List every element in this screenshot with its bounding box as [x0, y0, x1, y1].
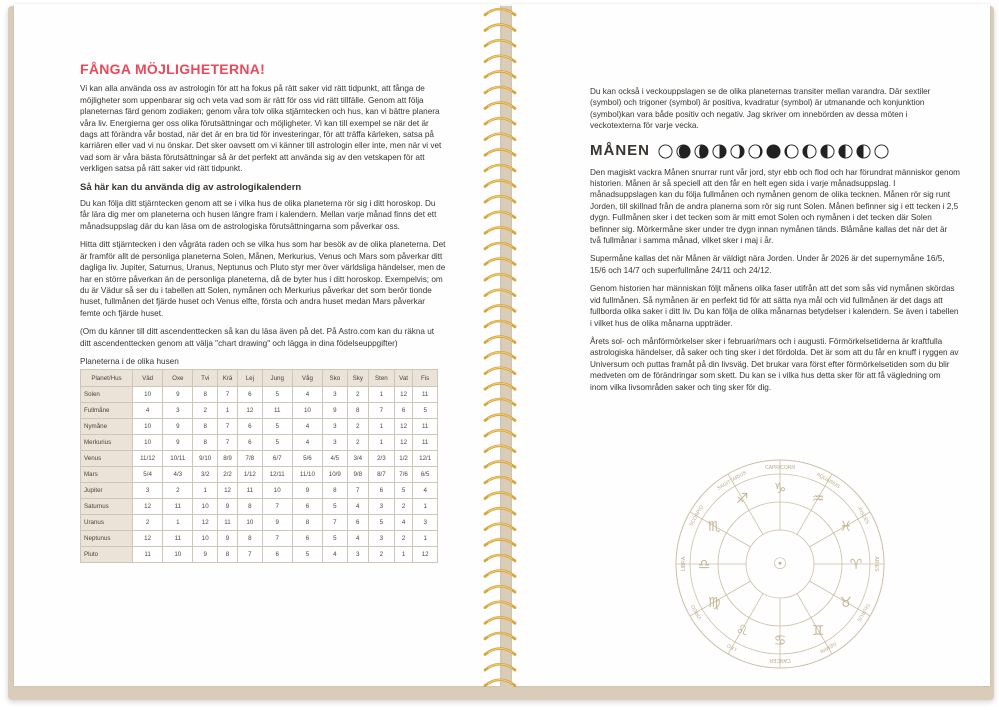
table-cell: 6/5	[413, 467, 438, 483]
paragraph-moon-history: Genom historien har människan följt månens olika faser utifrån att det som sås vid nymånen skördas vid fullmånen. Så nymånen är en perfekt tid för att sätta nya mål och vid fullmånen är det dags att fullborda olika saker i ditt liv. Du kan följa de olika månarnas betydelser i kalendern. Se även i tabellen i vilket hus de olika månarna uppträder.	[590, 284, 959, 328]
table-header-cell: Planet/Hus	[81, 370, 133, 387]
table-cell: 7	[238, 547, 263, 563]
table-row	[81, 483, 438, 499]
moon-phase-icon	[694, 144, 709, 159]
table-row-label: Solen	[81, 387, 133, 403]
moon-phase-icon	[874, 144, 889, 159]
table-row-label: Merkurius	[81, 435, 133, 451]
table-cell: 11	[413, 387, 438, 403]
table-cell: 8	[347, 403, 368, 419]
moon-phase-icon	[676, 144, 691, 159]
paragraph-transits: Du kan också i veckouppslagen se de olika planeternas transiter mellan varandra. Där sextiler (symbol) och trigoner (symbol) är positiva, kvadratur (symbol) är utmanande och konjunktion (symbol)kan vara både positiv och negativ. Jag skriver om innebörden av dessa möten i veckotexterna för varje vecka.	[590, 87, 931, 131]
table-cell: 5	[323, 531, 348, 547]
moon-phase-icon	[820, 144, 835, 159]
table-cell: 1	[217, 403, 237, 419]
table-cell: 6	[292, 531, 322, 547]
table-cell: 11	[413, 419, 438, 435]
table-cell: 7	[217, 419, 237, 435]
zodiac-sign-icon: ♒	[811, 491, 825, 508]
table-row-label: Neptunus	[81, 531, 133, 547]
table-header-cell: Krä	[217, 370, 237, 387]
zodiac-label: SAGITTARIUS	[716, 470, 748, 492]
table-cell: 6	[238, 387, 263, 403]
table-cell: 11/10	[292, 467, 322, 483]
table-cell: 10	[238, 515, 263, 531]
paragraph-ascendant: (Om du känner till ditt ascendenttecken så kan du läsa även på det. På Astro.com kan du räkna ut ditt ascendenttecken genom att välja "chart drawing" och lägga in dina födelseuppgifter)	[80, 327, 435, 348]
zodiac-sign-icon: ♏	[707, 519, 721, 535]
table-cell: 10/9	[323, 467, 348, 483]
table-cell: 1/2	[394, 451, 413, 467]
zodiac-label: VIRGO	[690, 603, 704, 621]
table-cell: 4	[413, 483, 438, 499]
table-cell: 12/1	[413, 451, 438, 467]
table-row	[81, 467, 438, 483]
table-cell: 8	[217, 547, 237, 563]
table-cell: 5	[262, 387, 292, 403]
table-cell: 7	[323, 515, 348, 531]
table-cell: 3	[413, 515, 438, 531]
table-cell: 1	[193, 483, 218, 499]
table-cell: 4	[292, 419, 322, 435]
moon-phase-icon	[784, 144, 799, 159]
table-row	[81, 419, 438, 435]
table-cell: 8	[193, 387, 218, 403]
table-cell: 2	[193, 403, 218, 419]
table-cell: 1/12	[238, 467, 263, 483]
table-cell: 8/9	[217, 451, 237, 467]
paragraph-find-sign: Hitta ditt stjärntecken i den vågräta raden och se vilka hus som har besök av de olika planeterna. Det är framför allt de personliga planeterna Solen, Månen, Merkurius, Venus och Mars som påverkar ditt dagliga liv. Jupiter, Saturnus, Uranus, Neptunus och Pluto styr mer över världsliga händelser, men de har en större påverkan än de personliga planeterna, då de byter hus i ditt horoskop. Exempelvis; om du är Vädur så ser du i tabellen att Solen, nymånen och Merkurius påverkar det som berör tionde huset, fullmånen det fjärde huset och Venus elfte, första och andra huset medan Mars påverkar femte och fjärde huset.	[80, 240, 446, 318]
table-cell: 9	[163, 435, 193, 451]
table-row-label: Pluto	[81, 547, 133, 563]
table-cell: 6	[292, 499, 322, 515]
table-header-cell: Sten	[368, 370, 394, 387]
right-page	[512, 4, 990, 686]
table-cell: 3	[368, 531, 394, 547]
table-header-cell: Vat	[394, 370, 413, 387]
table-cell: 10	[193, 499, 218, 515]
paragraph-moon-intro: Den magiskt vackra Månen snurrar runt vår jord, styr ebb och flod och har förundrat människor genom historien. Månen är så speciell att den får en helt egen sida i varje månadsuppslag. I månadsuppslagen kan du följa fullmånen och nymånen genom de olika tecknen. Månen rör sig runt Jorden, till skillnad från de andra planerna som rör sig runt Solen. Månen befinner sig i ett tecken i 2,5 dygn. Fullmånen sker i det tecken som är mitt emot Solen och nymånen i det tecken där Solen befinner sig. Mörkermåne sker under tre dygn innan nymånen tänds. Blåmåne kallas det när det är två fullmånar i samma månad, vilket sker i maj i år.	[590, 167, 960, 246]
table-cell: 11	[217, 515, 237, 531]
table-cell: 6/7	[262, 451, 292, 467]
table-cell: 2	[347, 435, 368, 451]
table-cell: 3	[323, 435, 348, 451]
table-cell: 6	[368, 483, 394, 499]
table-cell: 7	[217, 435, 237, 451]
table-cell: 12	[394, 387, 413, 403]
table-row	[81, 547, 438, 563]
table-cell: 2/3	[368, 451, 394, 467]
zodiac-wheel-illustration	[672, 456, 888, 672]
table-cell: 1	[163, 515, 193, 531]
zodiac-label: CAPRICORN	[764, 465, 796, 471]
page-title: FÅNGA MÖJLIGHETERNA!	[80, 61, 266, 77]
table-cell: 9	[193, 547, 218, 563]
table-cell: 7	[262, 531, 292, 547]
table-cell: 10/11	[163, 451, 193, 467]
table-cell: 5/4	[133, 467, 163, 483]
table-cell: 5	[292, 547, 322, 563]
table-cell: 12	[193, 515, 218, 531]
table-cell: 3/4	[347, 451, 368, 467]
zodiac-label: LIBRA	[681, 556, 687, 572]
table-cell: 2	[394, 499, 413, 515]
table-cell: 6	[262, 547, 292, 563]
table-cell: 1	[413, 499, 438, 515]
paragraph-eclipses: Årets sol- och månförmörkelser sker i februari/mars och i augusti. Förmörkelsetiderna är kraftfulla astrologiska händelser, då saker och ting sker i det fördolda. Det är som att du får en knuff i ryggen av Universum och puttas framåt på din livsväg. Det brukar vara först efter förmörkelsetiden som du blir medveten om de förändringar som skett. Du kan se i vilka hus detta sker för att få vägledning om inom vilka livsområden saker och ting sker för dig.	[590, 336, 959, 392]
table-cell: 2/2	[217, 467, 237, 483]
table-cell: 1	[368, 419, 394, 435]
table-header-cell: Väd	[133, 370, 163, 387]
table-cell: 2	[163, 483, 193, 499]
table-header-cell: Lej	[238, 370, 263, 387]
table-cell: 3	[133, 483, 163, 499]
table-row-label: Jupiter	[81, 483, 133, 499]
table-cell: 5	[413, 403, 438, 419]
table-cell: 11	[262, 403, 292, 419]
table-cell: 3	[368, 499, 394, 515]
table-cell: 3	[323, 387, 348, 403]
table-cell: 12	[133, 499, 163, 515]
zodiac-sign-icon: ♈	[849, 557, 863, 573]
moon-phase-icon	[838, 144, 853, 159]
table-cell: 3	[163, 403, 193, 419]
moon-phase-icon	[748, 144, 763, 159]
table-cell: 2	[368, 547, 394, 563]
table-cell: 5/6	[292, 451, 322, 467]
paragraph-supermoon: Supermåne kallas det när Månen är väldigt nära Jorden. Under år 2026 är det supernymåne 16/5, 15/6 och 14/7 och superfullmåne 24/11 och 24/12.	[590, 254, 945, 275]
table-cell: 1	[413, 531, 438, 547]
table-cell: 12	[394, 435, 413, 451]
table-cell: 11	[163, 531, 193, 547]
table-header-cell: Sky	[347, 370, 368, 387]
table-cell: 7	[262, 499, 292, 515]
table-cell: 11	[238, 483, 263, 499]
zodiac-sign-icon: ♌	[735, 622, 749, 639]
table-cell: 7	[347, 483, 368, 499]
zodiac-sign-icon: ♑	[773, 481, 787, 497]
table-cell: 2	[347, 419, 368, 435]
zodiac-sign-icon: ♉	[839, 595, 853, 611]
table-cell: 9	[217, 531, 237, 547]
table-row-label: Mars	[81, 467, 133, 483]
table-cell: 9	[323, 403, 348, 419]
table-cell: 8	[292, 515, 322, 531]
moon-title: MÅNEN	[590, 142, 650, 160]
zodiac-label: SCORPIO	[688, 504, 706, 528]
paragraph-follow-sign: Du kan följa ditt stjärntecken genom att se i vilka hus de olika planeterna rör sig i ditt horoskop. Du får lära dig mer om planeterna och husen längre fram i kalendern. Mellan varje månad finns det ett månadsuppslag där du kan läsa om de astrologiska förutsättningarna som påverkar oss.	[80, 199, 437, 231]
zodiac-label: LEO	[726, 642, 738, 653]
table-cell: 2	[133, 515, 163, 531]
table-cell: 3	[347, 547, 368, 563]
table-cell: 6	[347, 515, 368, 531]
zodiac-label: PISCES	[855, 506, 871, 526]
zodiac-label: CANCER	[769, 657, 791, 663]
table-cell: 10	[133, 387, 163, 403]
table-cell: 8	[193, 435, 218, 451]
zodiac-label: TAURUS	[855, 601, 871, 623]
table-cell: 12	[394, 419, 413, 435]
table-row	[81, 387, 438, 403]
moon-phase-icon	[658, 144, 673, 159]
moon-phase-icon	[802, 144, 817, 159]
table-cell: 11/12	[133, 451, 163, 467]
table-cell: 11	[413, 435, 438, 451]
table-cell: 12/11	[262, 467, 292, 483]
table-cell: 5	[323, 499, 348, 515]
table-row	[81, 435, 438, 451]
table-cell: 5	[262, 419, 292, 435]
table-row-label: Uranus	[81, 515, 133, 531]
table-cell: 7/8	[238, 451, 263, 467]
table-cell: 10	[133, 419, 163, 435]
table-row-label: Saturnus	[81, 499, 133, 515]
table-cell: 8	[238, 499, 263, 515]
subheading: Så här kan du använda dig av astrologikalendern	[80, 181, 302, 193]
table-cell: 9	[163, 387, 193, 403]
zodiac-sign-icon: ♐	[735, 491, 749, 508]
sun-center-icon: ☉	[772, 556, 788, 573]
table-header-row	[81, 370, 438, 387]
table-header-cell: Oxe	[163, 370, 193, 387]
table-cell: 7	[368, 403, 394, 419]
moon-phases-row	[658, 144, 889, 159]
table-cell: 11	[163, 499, 193, 515]
table-row	[81, 499, 438, 515]
table-cell: 10	[163, 547, 193, 563]
moon-phase-icon	[712, 144, 727, 159]
moon-phase-icon	[730, 144, 745, 159]
moon-phase-icon	[766, 144, 781, 159]
table-cell: 9	[262, 515, 292, 531]
table-cell: 7/6	[394, 467, 413, 483]
zodiac-sign-icon: ♓	[839, 519, 853, 535]
table-cell: 4	[323, 547, 348, 563]
table-cell: 12	[413, 547, 438, 563]
table-cell: 9	[292, 483, 322, 499]
table-row	[81, 531, 438, 547]
table-header-cell: Våg	[292, 370, 322, 387]
table-header-cell: Fis	[413, 370, 438, 387]
table-row	[81, 451, 438, 467]
table-cell: 8	[238, 531, 263, 547]
table-cell: 4	[292, 435, 322, 451]
table-cell: 12	[217, 483, 237, 499]
left-page	[14, 4, 500, 686]
table-cell: 4	[347, 531, 368, 547]
zodiac-sign-icon: ♊	[811, 622, 825, 639]
table-row-label: Venus	[81, 451, 133, 467]
table-header-cell: Tvi	[193, 370, 218, 387]
intro-paragraph: Vi kan alla använda oss av astrologin för att ha fokus på rätt saker vid rätt tidpunkt, att fånga de möjligheter som uppenbarar sig och veta vad som är rätt för oss vid rätt tillfälle. Genom att följa planeternas färd genom zodiaken; genom våra tolv olika stjärntecken och hus, kan vi bättre planera våra liv. Energierna ger oss olika förutsättningar och möjligheter. Vi kan till exempel se när det är dags att förändra vår bostad, när det är en bra tid för investeringar, för att träffa kärleken, satsa på karriären eller vad vi nu önskar. Det sker oavsett om vi känner till astrologin eller inte, men när vi vet vad som är våra bästa förutsättningar så är det perfekt att använda sig av den vetskapen för att verkligen satsa på rätt saker vid rätt tidpunkt.	[80, 84, 442, 174]
table-cell: 5	[394, 483, 413, 499]
moon-phase-icon	[856, 144, 871, 159]
table-row	[81, 403, 438, 419]
zodiac-sign-icon: ♎	[697, 557, 711, 573]
zodiac-sign-icon: ♍	[707, 595, 721, 611]
table-cell: 4	[394, 515, 413, 531]
table-cell: 9	[217, 499, 237, 515]
table-cell: 3	[323, 419, 348, 435]
table-cell: 1	[368, 435, 394, 451]
table-row-label: Nymåne	[81, 419, 133, 435]
table-cell: 3/2	[193, 467, 218, 483]
planet-house-table	[80, 369, 438, 563]
table-cell: 5	[368, 515, 394, 531]
table-cell: 4/3	[163, 467, 193, 483]
table-cell: 6	[394, 403, 413, 419]
table-cell: 5	[262, 435, 292, 451]
table-cell: 7	[217, 387, 237, 403]
moon-heading	[590, 144, 960, 159]
table-header-cell: Jung	[262, 370, 292, 387]
table-cell: 9/10	[193, 451, 218, 467]
table-row	[81, 515, 438, 531]
table-cell: 10	[262, 483, 292, 499]
zodiac-label: GEMINI	[818, 640, 838, 655]
table-cell: 11	[133, 547, 163, 563]
table-cell: 9	[163, 419, 193, 435]
zodiac-sign-icon: ♋	[773, 633, 787, 649]
table-cell: 10	[292, 403, 322, 419]
table-cell: 4	[347, 499, 368, 515]
table-cell: 8/7	[368, 467, 394, 483]
table-cell: 8	[323, 483, 348, 499]
zodiac-label: AQUARIUS	[815, 471, 841, 490]
table-cell: 10	[133, 435, 163, 451]
table-header-cell: Sko	[323, 370, 348, 387]
table-cell: 2	[394, 531, 413, 547]
table-cell: 4/5	[323, 451, 348, 467]
spiral-binding	[480, 0, 520, 710]
zodiac-label: ARIES	[873, 556, 879, 572]
table-row-label: Fullmåne	[81, 403, 133, 419]
table-cell: 4	[133, 403, 163, 419]
table-cell: 1	[368, 387, 394, 403]
table-cell: 2	[347, 387, 368, 403]
table-cell: 4	[292, 387, 322, 403]
table-cell: 10	[193, 531, 218, 547]
table-cell: 12	[238, 403, 263, 419]
table-cell: 8	[193, 419, 218, 435]
table-cell: 1	[394, 547, 413, 563]
table-caption: Planeterna i de olika husen	[80, 356, 179, 366]
table-cell: 6	[238, 435, 263, 451]
table-cell: 6	[238, 419, 263, 435]
table-cell: 12	[133, 531, 163, 547]
table-cell: 9/8	[347, 467, 368, 483]
